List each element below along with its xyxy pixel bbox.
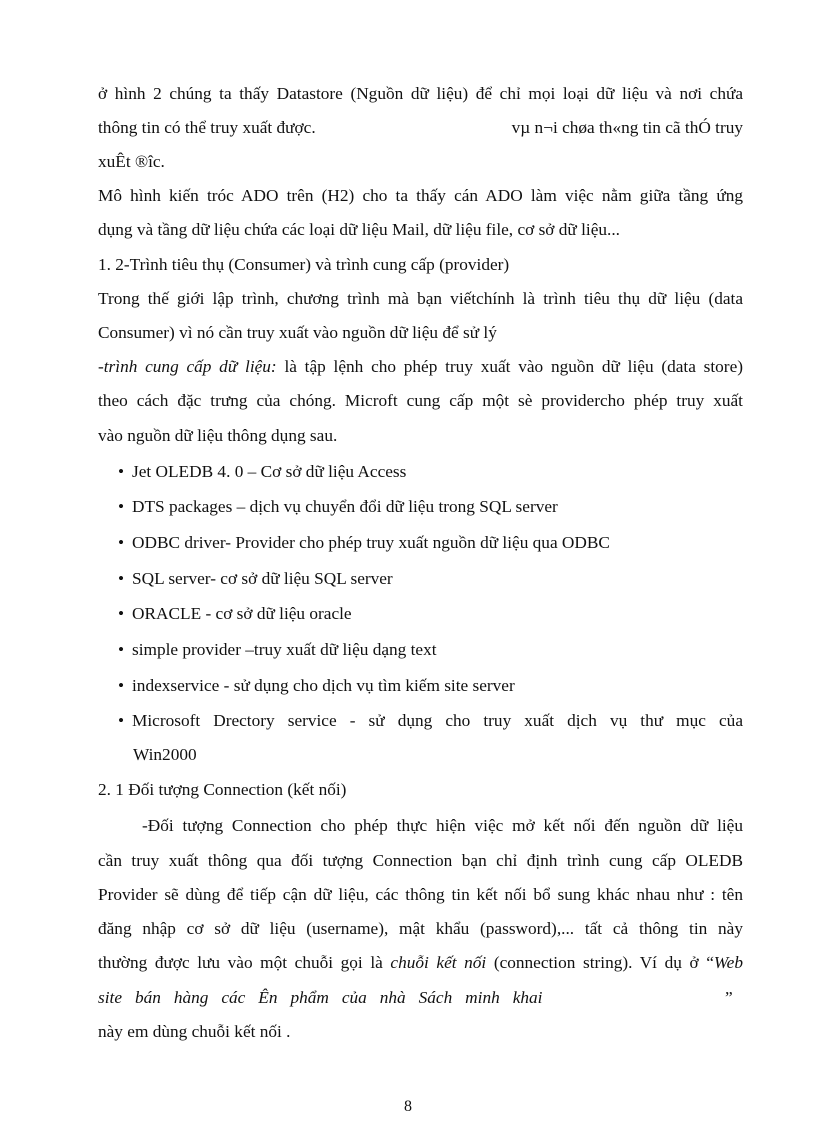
paragraph-line: cần truy xuất thông qua đối tượng Connection bạn chỉ định trình cung cấp OLEDB xyxy=(98,851,743,870)
bullet-icon: • xyxy=(118,497,125,516)
paragraph-line: đăng nhập cơ sở dữ liệu (username), mật khẩu (password),... tất cả thông tin này xyxy=(98,919,743,938)
list-item xyxy=(118,674,515,698)
list-item-text: SQL server- cơ sở dữ liệu SQL server xyxy=(132,569,393,588)
list-item-text: simple provider –truy xuất dữ liệu dạng text xyxy=(132,640,437,659)
paragraph-line xyxy=(98,986,743,1010)
list-item xyxy=(118,531,610,555)
italic-term: chuỗi kết nối xyxy=(390,953,487,972)
paragraph-line: -Đối tượng Connection cho phép thực hiện việc mở kết nối đến nguồn dữ liệu xyxy=(142,816,743,835)
bullet-icon: • xyxy=(118,533,125,552)
text-segment: thông tin có thể truy xuất được. xyxy=(98,118,316,137)
paragraph-line: Provider sẽ dùng để tiếp cận dữ liệu, các thông tin kết nối bổ sung khác nhau như : tên xyxy=(98,885,743,904)
paragraph-line: ở hình 2 chúng ta thấy Datastore (Nguồn dữ liệu) để chỉ mọi loại dữ liệu và nơi chứa xyxy=(98,84,743,103)
list-item-text: ORACLE - cơ sở dữ liệu oracle xyxy=(132,604,352,623)
section-heading: 2. 1 Đối tượng Connection (kết nối) xyxy=(98,780,347,799)
list-item-text: indexservice - sử dụng cho dịch vụ tìm kiếm site server xyxy=(132,676,515,695)
paragraph-line: vào nguồn dữ liệu thông dụng sau. xyxy=(98,426,338,445)
text-segment: thường được lưu vào một chuỗi gọi là xyxy=(98,953,391,972)
list-item-text: DTS packages – dịch vụ chuyển đổi dữ liệu trong SQL server xyxy=(132,497,558,516)
bullet-icon: • xyxy=(118,676,125,695)
bullet-icon: • xyxy=(118,604,125,623)
list-item xyxy=(118,567,393,591)
paragraph-line: Trong thế giới lập trình, chương trình mà bạn viếtchính là trình tiêu thụ dữ liệu (data xyxy=(98,289,743,308)
bullet-icon: • xyxy=(118,640,125,659)
bullet-icon: • xyxy=(118,462,125,481)
closing-quote: ” xyxy=(725,988,733,1007)
list-item xyxy=(118,495,558,519)
text-segment: (connection string). Ví dụ ở “ xyxy=(486,953,714,972)
list-item-continuation: Win2000 xyxy=(133,745,197,764)
section-heading: 1. 2-Trình tiêu thụ (Consumer) và trình cung cấp (provider) xyxy=(98,255,510,274)
list-item xyxy=(118,460,406,484)
italic-title: site bán hàng các Ên phẩm của nhà Sách minh khai xyxy=(98,988,543,1007)
paragraph-line: này em dùng chuỗi kết nối . xyxy=(98,1022,291,1041)
bullet-icon: • xyxy=(118,711,125,730)
paragraph-line xyxy=(98,116,743,140)
paragraph-line xyxy=(98,355,743,379)
list-item xyxy=(118,709,743,733)
garbled-text-segment: vµ n¬i chøa th«ng tin cã thÓ truy xyxy=(511,118,743,137)
list-item xyxy=(118,638,437,662)
list-item-text: Jet OLEDB 4. 0 – Cơ sở dữ liệu Access xyxy=(132,462,407,481)
list-item-text: Microsoft Drectory service - sử dụng cho truy xuất dịch vụ thư mục của xyxy=(132,711,743,730)
paragraph-line: Mô hình kiến tróc ADO trên (H2) cho ta thấy cán ADO làm việc nằm giữa tầng ứng xyxy=(98,186,743,205)
bullet-icon: • xyxy=(118,569,125,588)
paragraph-line: xuÊt ®îc. xyxy=(98,152,165,171)
paragraph-line: theo cách đặc trưng của chóng. Microft cung cấp một sè providercho phép truy xuất xyxy=(98,391,743,410)
page-number: 8 xyxy=(404,1098,412,1115)
italic-term: -trình cung cấp dữ liệu: xyxy=(98,357,277,376)
paragraph-line: Consumer) vì nó cần truy xuất vào nguồn dữ liệu để sử lý xyxy=(98,323,497,342)
list-item xyxy=(118,602,352,626)
italic-term: Web xyxy=(713,953,743,972)
paragraph-line: dụng và tầng dữ liệu chứa các loại dữ liệu Mail, dữ liệu file, cơ sở dữ liệu... xyxy=(98,220,620,239)
paragraph-line xyxy=(98,951,743,975)
text-segment: là tập lệnh cho phép truy xuất vào nguồn dữ liệu (data store) xyxy=(276,357,743,376)
list-item-text: ODBC driver- Provider cho phép truy xuất nguồn dữ liệu qua ODBC xyxy=(132,533,610,552)
